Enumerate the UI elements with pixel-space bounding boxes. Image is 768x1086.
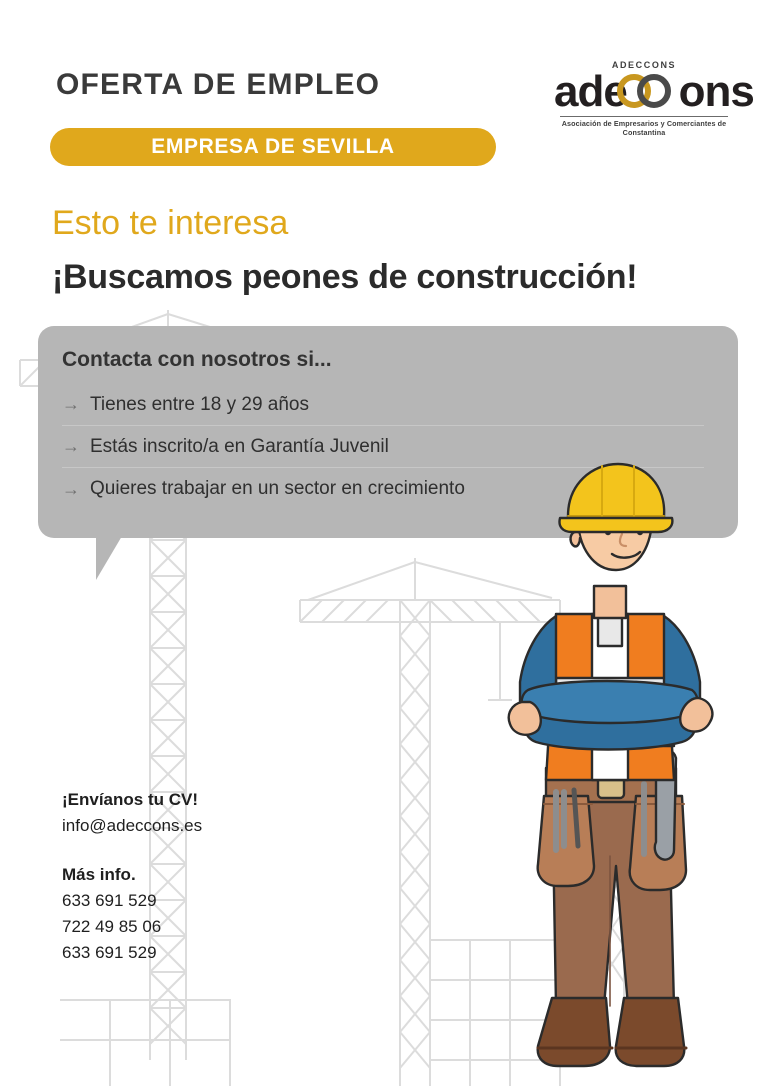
list-item-label: Estás inscrito/a en Garantía Juvenil — [90, 435, 389, 457]
company-badge-label: EMPRESA DE SEVILLA — [151, 135, 395, 158]
construction-worker-illustration — [460, 446, 760, 1086]
logo-wordmark — [554, 67, 754, 116]
cv-label: ¡Envíanos tu CV! — [62, 790, 199, 809]
arrow-right-icon: → — [62, 478, 80, 499]
company-badge — [50, 128, 496, 166]
logo-word-right: ons — [678, 67, 754, 116]
list-item-label: Quieres trabajar en un sector en crecimiento — [90, 478, 465, 499]
logo-subtitle: Asociación de Empresarios y Comerciantes de Constantina — [560, 116, 728, 137]
list-item — [62, 384, 704, 426]
bubble-tail — [96, 536, 122, 580]
arrow-right-icon: → — [62, 436, 80, 456]
arrow-right-icon: → — [62, 394, 80, 414]
contact-phone[interactable]: 722 49 85 06 — [62, 917, 162, 936]
headline-text: ¡Buscamos peones de construcción! — [52, 258, 638, 296]
logo-top-text: ADECCONS — [611, 60, 677, 70]
contact-phone[interactable]: 633 691 529 — [62, 943, 157, 962]
logo-word-left: ade — [554, 67, 627, 116]
list-item-label: Tienes entre 18 y 29 años — [90, 393, 309, 415]
page-title: OFERTA DE EMPLEO — [56, 68, 381, 101]
contact-email[interactable]: info@adeccons.es — [62, 816, 203, 835]
contact-phone[interactable]: 633 691 529 — [62, 891, 157, 910]
two-rings-logo-icon — [617, 74, 671, 110]
more-info-label: Más info. — [62, 865, 136, 884]
adeccons-logo — [554, 60, 754, 152]
contact-block — [62, 790, 202, 966]
requirements-title: Contacta con nosotros si... — [62, 348, 332, 371]
kicker-text: Esto te interesa — [52, 204, 289, 242]
